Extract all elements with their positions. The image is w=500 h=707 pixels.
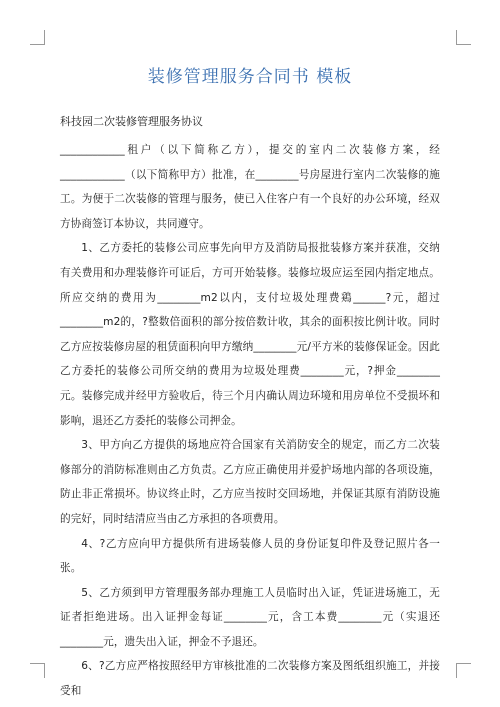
paragraph-clause-4: 4、?乙方应向甲方提供所有进场装修人员的身份证复印件及登记照片各一张。: [60, 537, 440, 575]
crop-mark-bottom-left: [30, 663, 45, 678]
document-body: [60, 112, 440, 704]
agreement-subtitle: 科技园二次装修管理服务协议: [60, 115, 203, 128]
crop-mark-top-left: [30, 30, 45, 45]
paragraph-clause-1: 1、乙方委托的装修公司应事先向甲方及消防局报批装修方案并获准，交纳有关费用和办理装修许可证后，方可开始装修。装修垃圾应运至园内指定地点。所应交纳的费用为________m2以内，支付垃圾处理费鶏______?元，超过________m2的，?整数倍面积的部分按倍数计收，其余的面积按比例计收。同时乙方应按装修房屋的租赁面积向甲方缴纳________元/平方米的装修保证金。因此乙方委托的装修公司所交纳的费用为垃圾处理费________元，?押金________元。装修完成并经甲方验收后，待三个月内确认周边环境和用房单位不受损坏和影响，退还乙方委托的装修公司押金。: [60, 242, 440, 427]
paragraph-clause-3: 3、甲方向乙方提供的场地应符合国家有关消防安全的规定，而乙方二次装修部分的消防标准则由乙方负责。乙方应正确使用并爱护场地内部的各项设施，防止非正常损坏。协议终止时，乙方应当按时交回场地，并保证其原有消防设施的完好，同时结清应当由乙方承担的各项费用。: [60, 439, 440, 525]
paragraph-clause-6: 6、?乙方应严格按照经甲方审核批准的二次装修方案及图纸组织施工，并接受和: [60, 660, 440, 698]
crop-mark-top-right: [456, 30, 471, 45]
paragraph-clause-5: 5、乙方须到甲方管理服务部办理施工人员临时出入证，凭证进场施工，无证者拒绝进场。出入证押金每证________元，含工本费________元（实退还________元，遗失出入证，押金不予退还。: [60, 586, 440, 648]
document-title: 装修管理服务合同书 模板: [147, 67, 353, 87]
paragraph-intro: ____________租户（以下简称乙方），提交的室内二次装修方案，经____________（以下简称甲方）批准，在________号房屋进行室内二次装修的施工。为便于二次装修的管理与服务，使已入住客户有一个良好的办公环境，经双方协商签订本协议，共同遵守。: [60, 144, 440, 230]
crop-mark-bottom-right: [456, 663, 471, 678]
